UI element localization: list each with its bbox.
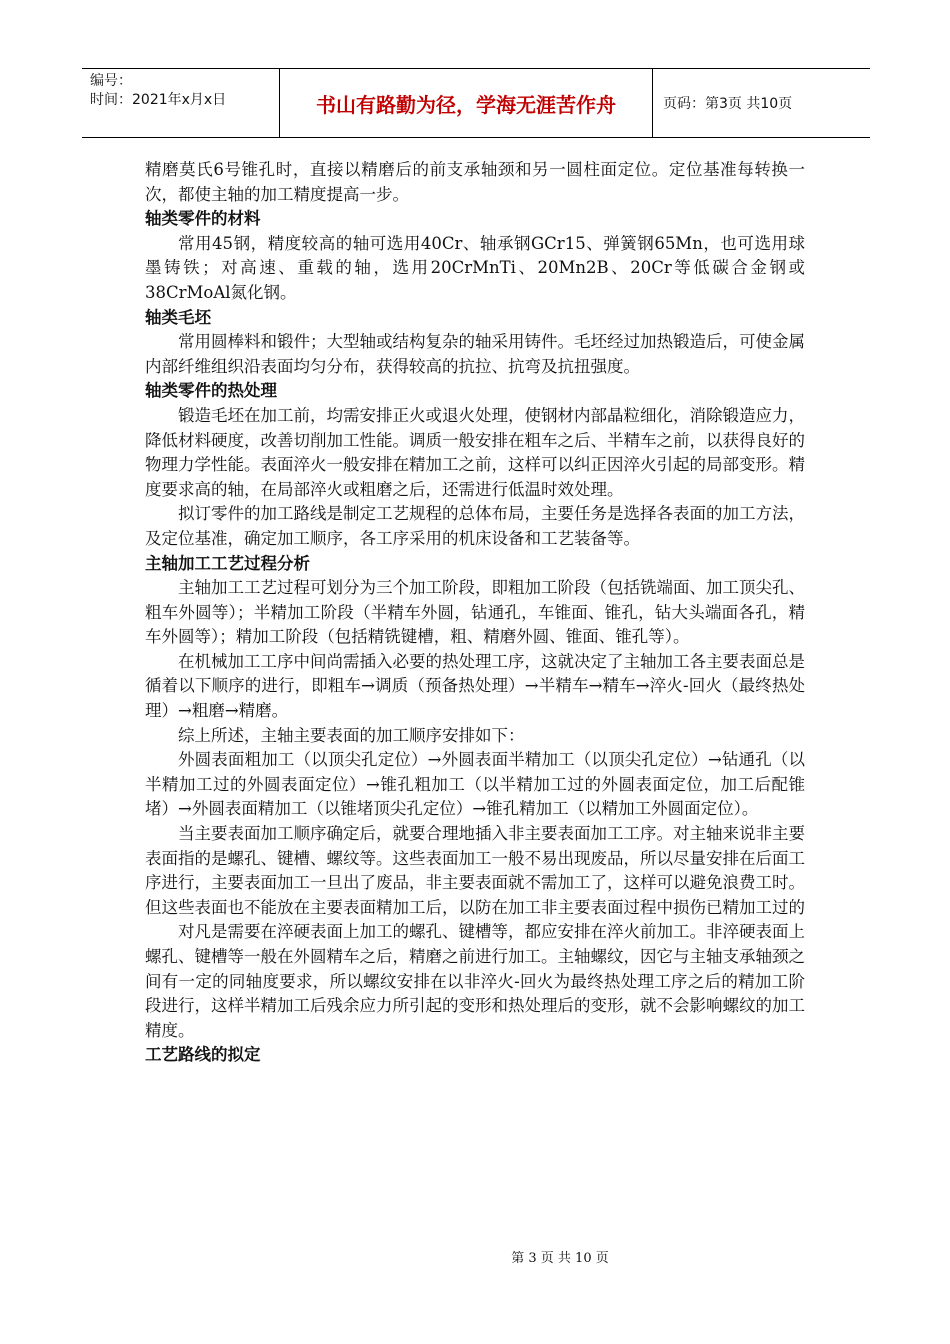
paragraph: 精磨莫氏6号锥孔时，直接以精磨后的前支承轴颈和另一圆柱面定位。定位基准每转换一次，都使主轴的加工精度提高一步。 bbox=[145, 160, 805, 204]
document-body bbox=[145, 158, 805, 1068]
section-heading-blank: 轴类毛坯 bbox=[145, 307, 211, 327]
section-heading-material: 轴类零件的材料 bbox=[145, 209, 261, 229]
paragraph: 当主要表面加工顺序确定后，就要合理地插入非主要表面加工工序。对主轴来说非主要表面指的是螺孔、键槽、螺纹等。这些表面加工一般不易出现废品，所以尽量安排在后面工序进行，主要表面加工一旦出了废品，非主要表面就不需加工了，这样可以避免浪费工时。但这些表面也不能放在主要表面精加工后，以防在加工非主要表面过程中损伤已精加工过的 bbox=[145, 824, 805, 917]
paragraph: 主轴加工工艺过程可划分为三个加工阶段，即粗加工阶段（包括铣端面、加工顶尖孔、粗车外圆等）；半精加工阶段（半精车外圆，钻通孔，车锥面、锥孔，钻大头端面各孔，精车外圆等）；精加工阶段（包括精铣键槽，粗、精磨外圆、锥面、锥孔等）。 bbox=[145, 578, 805, 647]
paragraph: 拟订零件的加工路线是制定工艺规程的总体布局，主要任务是选择各表面的加工方法，及定位基准，确定加工顺序，各工序采用的机床设备和工艺装备等。 bbox=[145, 504, 805, 548]
paragraph: 对凡是需要在淬硬表面上加工的螺孔、键槽等，都应安排在淬火前加工。非淬硬表面上螺孔、键槽等一般在外圆精车之后，精磨之前进行加工。主轴螺纹，因它与主轴支承轴颈之间有一定的同轴度要求，所以螺纹安排在以非淬火-回火为最终热处理工序之后的精加工阶段进行，这样半精加工后残余应力所引起的变形和热处理后的变形，就不会影响螺纹的加工精度。 bbox=[145, 922, 805, 1040]
number-label: 编号： bbox=[90, 73, 132, 89]
paragraph: 外圆表面粗加工（以顶尖孔定位）→外圆表面半精加工（以顶尖孔定位）→钻通孔（以半精加工过的外圆表面定位）→锥孔粗加工（以半精加工过的外圆表面定位，加工后配锥堵）→外圆表面精加工（以锥堵顶尖孔定位）→锥孔精加工（以精加工外圆面定位）。 bbox=[145, 750, 805, 819]
section-heading-heat-treatment: 轴类零件的热处理 bbox=[145, 381, 277, 401]
time-label: 时间：2021年x月x日 bbox=[90, 92, 227, 108]
paragraph: 常用45钢，精度较高的轴可选用40Cr、轴承钢GCr15、弹簧钢65Mn，也可选用球墨铸铁；对高速、重载的轴，选用20CrMnTi、20Mn2B、20Cr等低碳合金钢或38CrMoAl氮化钢。 bbox=[145, 233, 805, 302]
paragraph: 锻造毛坯在加工前，均需安排正火或退火处理，使钢材内部晶粒细化，消除锻造应力，降低材料硬度，改善切削加工性能。调质一般安排在粗车之后、半精车之前，以获得良好的物理力学性能。表面淬火一般安排在精加工之前，这样可以纠正因淬火引起的局部变形。精度要求高的轴，在局部淬火或粗磨之后，还需进行低温时效处理。 bbox=[145, 405, 805, 499]
paragraph: 综上所述，主轴主要表面的加工顺序安排如下： bbox=[178, 725, 525, 745]
header-meta bbox=[82, 69, 280, 137]
page-header bbox=[82, 68, 870, 138]
section-heading-route: 工艺路线的拟定 bbox=[145, 1045, 261, 1065]
paragraph: 常用圆棒料和锻件；大型轴或结构复杂的轴采用铸件。毛坯经过加热锻造后，可使金属内部纤维组织沿表面均匀分布，获得较高的抗拉、抗弯及抗扭强度。 bbox=[145, 332, 805, 376]
header-motto: 书山有路勤为径，学海无涯苦作舟 bbox=[280, 69, 653, 137]
paragraph: 在机械加工工序中间尚需插入必要的热处理工序，这就决定了主轴加工各主要表面总是循着以下顺序的进行，即粗车→调质（预备热处理）→半精车→精车→淬火-回火（最终热处理）→粗磨→精磨。 bbox=[145, 651, 805, 721]
page-footer: 第 3 页 共 10 页 bbox=[511, 1251, 609, 1266]
section-heading-process-analysis: 主轴加工工艺过程分析 bbox=[145, 553, 310, 573]
header-page-code: 页码：第3页 共10页 bbox=[663, 96, 793, 112]
